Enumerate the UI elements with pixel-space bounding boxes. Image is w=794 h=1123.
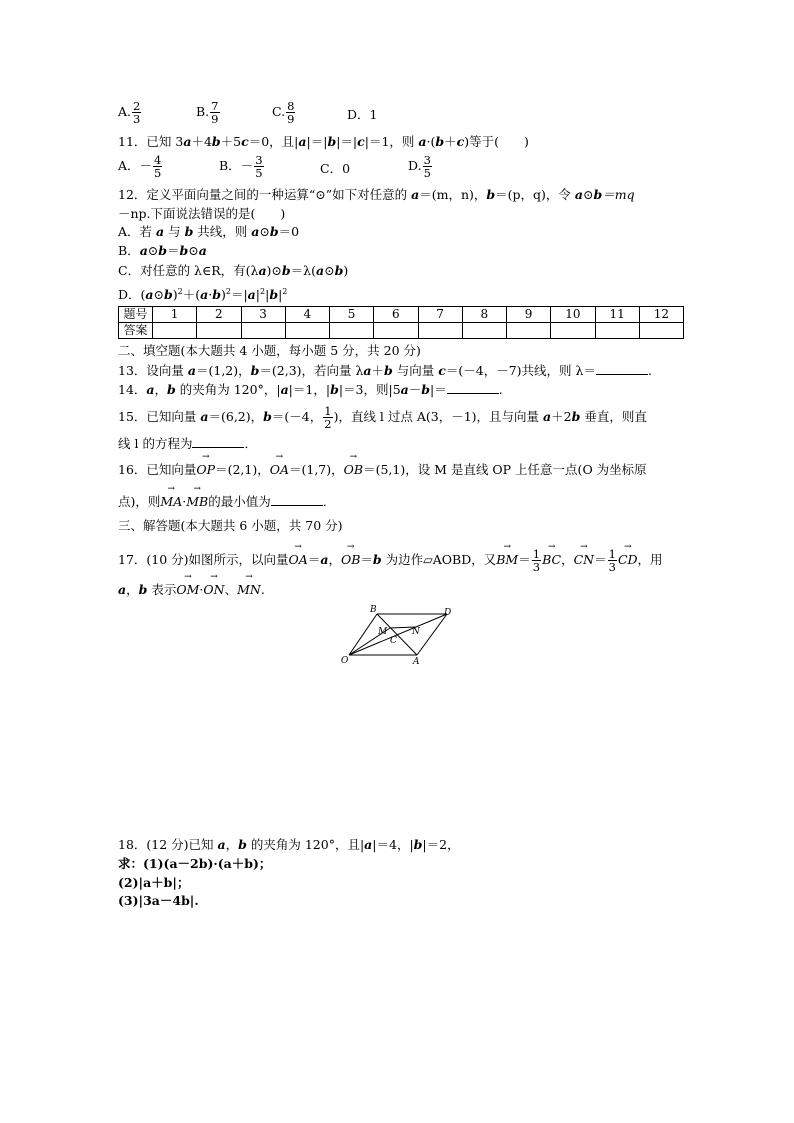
table-header-cell: 答案: [119, 323, 153, 339]
table-number-cell: 1: [153, 307, 197, 323]
q15-line1: 15．已知向量 a＝(6,2)，b＝(－4， $\frac{1}{2}$ )，直线 l 过点 A(3，－1)，且与向量 a＋2b 垂直，则直: [118, 404, 647, 431]
answer-cell[interactable]: [241, 323, 285, 339]
q12-option-b: B．a⊙b＝b⊙a: [118, 243, 207, 258]
answer-cell[interactable]: [153, 323, 197, 339]
q12-stem-line2: －np.下面说法错误的是( ): [118, 206, 286, 221]
fraction: $\frac{1}{3}$: [532, 547, 541, 574]
answer-cell[interactable]: [551, 323, 595, 339]
answer-cell[interactable]: [285, 323, 329, 339]
q17-line1: 17．(10 分)如图所示，以向量→ OA＝a，→ OB＝b 为边作▱AOBD，又→ BM＝ $\frac{1}{3}$ → BC，→ CN＝ $\frac{1}{3}$ → CD，用: [118, 548, 663, 573]
label-C: C: [390, 636, 397, 646]
table-number-cell: 2: [197, 307, 241, 323]
q12-option-a: A．若 a 与 b 共线，则 a⊙b＝0: [118, 224, 300, 239]
q11-option-a: A．－ $\frac{4}{5}$: [118, 153, 162, 180]
table-number-cell: 11: [595, 307, 639, 323]
table-number-cell: 7: [418, 307, 462, 323]
q12-option-d: D．$(a⊙b)^2+(a\cdot b)^2=|a|^2|b|^2$: [118, 287, 288, 302]
section-heading-solutions: 三、解答题(本大题共 6 小题，共 70 分): [118, 518, 343, 533]
fraction: $\frac{4}{5}$: [154, 153, 162, 180]
answer-cell[interactable]: [507, 323, 551, 339]
fraction: $\frac{1}{3}$: [608, 547, 616, 574]
label-A: A: [413, 657, 420, 667]
q12-option-c: C．对任意的 λ∈R，有(λa)⊙b＝λ(a⊙b): [118, 263, 349, 278]
answer-blank[interactable]: [596, 363, 648, 375]
q11-stem: 11．已知 3a＋4b＋5c＝0，且|a|＝|b|＝|c|＝1，则 a·(b＋c)等于( ): [118, 134, 529, 149]
answer-table-answer-row: [119, 323, 684, 339]
table-number-cell: 12: [639, 307, 683, 323]
table-number-cell: 3: [241, 307, 285, 323]
q10-options: [118, 99, 378, 126]
q15-line2: 线 l 的方程为 ．: [118, 436, 257, 451]
q16-line1: 16．已知向量→ OP＝(2,1)，→ OA＝(1,7)，→ OB＝(5,1)，设 M 是直线 OP 上任意一点(O 为坐标原: [118, 462, 647, 478]
q17-line2: a，b 表示→ OM·→ ON、→ MN.: [118, 582, 265, 598]
label-D: D: [444, 608, 452, 618]
label-N: N: [412, 627, 420, 637]
answer-blank[interactable]: [192, 436, 244, 448]
answer-blank[interactable]: [271, 494, 323, 506]
table-number-cell: 8: [462, 307, 506, 323]
answer-table: [118, 306, 684, 339]
q11-option-b: B．－ $\frac{3}{5}$: [219, 153, 263, 180]
table-header-cell: 题号: [119, 307, 153, 323]
section-heading-fill-in: 二、填空题(本大题共 4 小题，每小题 5 分，共 20 分): [118, 343, 421, 358]
fraction: $\frac{2}{3}$: [133, 99, 141, 126]
q10-option-d: D．1: [347, 107, 378, 122]
table-number-cell: 9: [507, 307, 551, 323]
q14: 14．a，b 的夹角为 120°，|a|＝1，|b|＝3，则|5a－b|＝ .: [118, 382, 503, 397]
parallelogram-figure: [340, 602, 460, 668]
answer-cell[interactable]: [197, 323, 241, 339]
q11-option-c: C．0: [320, 161, 351, 176]
label-O: O: [341, 656, 349, 666]
fraction: $\frac{8}{9}$: [287, 99, 295, 126]
answer-table-header-row: [119, 307, 684, 323]
table-number-cell: 10: [551, 307, 595, 323]
label-M: M: [378, 627, 388, 637]
q11-option-d: D. $\frac{3}{5}$: [408, 153, 431, 180]
q10-option-b: B. $\frac{7}{9}$: [196, 99, 219, 126]
answer-cell[interactable]: [462, 323, 506, 339]
label-B: B: [370, 605, 377, 615]
fraction: $\frac{3}{5}$: [255, 153, 263, 180]
table-number-cell: 5: [330, 307, 374, 323]
q13: 13．设向量 a＝(1,2)，b＝(2,3)，若向量 λa＋b 与向量 c＝(－4，－7)共线，则 λ＝ .: [118, 363, 652, 378]
q18-part3: (3)|3a－4b|.: [118, 893, 199, 908]
answer-blank[interactable]: [447, 382, 499, 394]
q10-option-a: A. $\frac{2}{3}$: [118, 99, 141, 126]
q11-options: [118, 153, 431, 180]
q18-line1: 18．(12 分)已知 a，b 的夹角为 120°，且|a|＝4，|b|＝2，: [118, 837, 460, 852]
table-number-cell: 6: [374, 307, 418, 323]
fraction: $\frac{3}{5}$: [423, 153, 431, 180]
answer-cell[interactable]: [595, 323, 639, 339]
fraction: $\frac{1}{2}$: [324, 404, 332, 431]
answer-cell[interactable]: [418, 323, 462, 339]
answer-cell[interactable]: [374, 323, 418, 339]
q12-stem-line1: 12．定义平面向量之间的一种运算“⊙”如下对任意的 a＝(m，n)，b＝(p，q)，令 a⊙b＝mq: [118, 187, 635, 202]
q16-line2: 点)，则→ MA·→ MB的最小值为 ．: [118, 494, 335, 510]
q10-option-c: C. $\frac{8}{9}$: [272, 99, 295, 126]
fraction: $\frac{7}{9}$: [211, 99, 219, 126]
q18-part2: (2)|a＋b|；: [118, 875, 190, 890]
answer-cell[interactable]: [330, 323, 374, 339]
table-number-cell: 4: [285, 307, 329, 323]
q18-part1: 求：(1)(a－2b)·(a＋b)；: [118, 856, 272, 871]
answer-cell[interactable]: [639, 323, 683, 339]
